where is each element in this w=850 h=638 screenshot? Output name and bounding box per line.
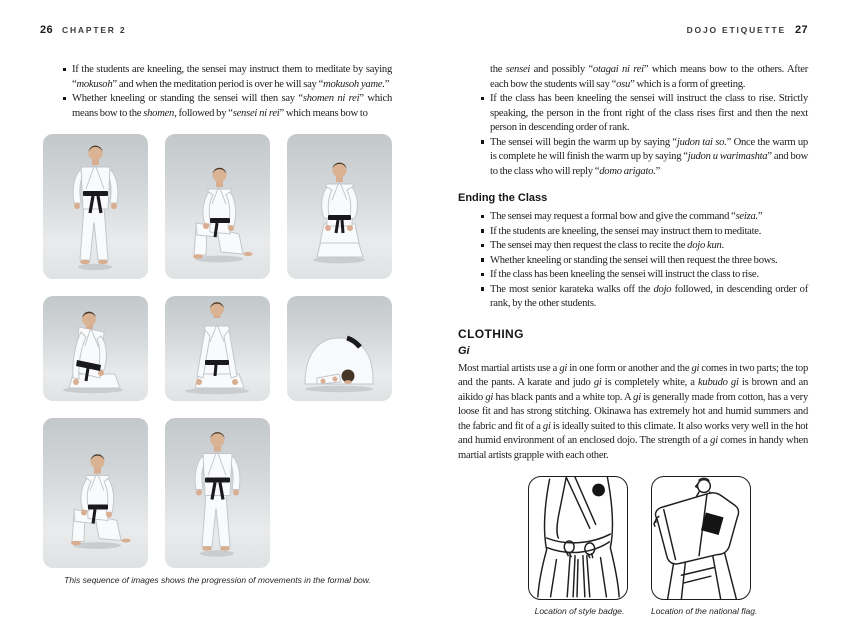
karate-figure-seiza	[287, 134, 392, 279]
bullet-text: If the students are kneeling, the sensei may instruct them to meditate.	[490, 225, 762, 237]
ending-bullet-list	[458, 210, 808, 312]
bullet-text: The most senior karateka walks off the dojo followed, in descending order of rank, by the other students.	[490, 283, 808, 309]
style-badge-dot	[592, 484, 605, 497]
bullet-text: The sensei will begin the warm up by saying “judon tai so.” Once the warm up is complete he will finish the warm up by saying “judon u warimashta” and bow to the class who will reply “domo arigato.”	[490, 136, 808, 177]
page-header-left	[40, 24, 392, 36]
bullet-marker	[481, 97, 485, 101]
karate-figure-rising	[43, 418, 148, 568]
bullet-item	[72, 63, 392, 92]
style-badge-caption: Location of style badge.	[534, 606, 625, 616]
page-right	[458, 24, 808, 616]
figure-block-style-badge	[528, 476, 631, 616]
continuation-paragraph: the sensei and possibly “otagai ni rei” which means bow to the others. After each bow the students will say “osu” which is a form of greeting.	[490, 64, 809, 90]
photo-standing-1	[43, 134, 148, 279]
bullet-list-right	[458, 92, 808, 179]
bullet-text: The sensei may request a formal bow and give the command “seiza.”	[490, 211, 763, 222]
figure-national-flag	[651, 476, 751, 600]
photo-sequence-caption: This sequence of images shows the progression of movements in the formal bow.	[64, 575, 371, 585]
karate-figure-kneeling	[165, 134, 270, 279]
bullet-item	[490, 225, 808, 240]
bullet-marker	[481, 215, 485, 219]
figure-style-badge	[528, 476, 628, 600]
bullet-marker	[63, 97, 67, 101]
ending-the-class-heading: Ending the Class	[458, 192, 548, 204]
photo-seiza	[287, 134, 392, 279]
figure-block-national-flag	[651, 476, 758, 616]
photo-rising	[43, 418, 148, 568]
style-badge-line-art	[529, 477, 627, 599]
bullet-marker	[481, 273, 485, 277]
page-number-left: 26	[40, 24, 54, 36]
photo-grid	[43, 134, 392, 568]
bullet-text: Whether kneeling or standing the sensei will then say “shomen ni rei” which means bow to the shomen, followed by “sensei ni rei” which means bow to	[72, 93, 392, 119]
photo-full-bow	[287, 296, 392, 401]
bullet-item	[490, 92, 808, 136]
gi-figures-row	[528, 476, 808, 616]
bullet-marker	[481, 229, 485, 233]
bullet-marker	[481, 258, 485, 262]
photo-hand-down	[43, 296, 148, 401]
bullet-marker	[481, 287, 485, 291]
karate-figure-lean-hand	[43, 296, 148, 401]
bullet-item	[490, 283, 808, 312]
running-head-right: DOJO ETIQUETTE	[686, 25, 786, 35]
bullet-list-left	[40, 63, 392, 121]
clothing-heading: CLOTHING	[458, 326, 524, 341]
bullet-text: If the class has been kneeling the sensei will instruct the class to rise. Strictly speaking, the person in the front right of the class rises first and then the next person in descending order of rank.	[490, 93, 808, 133]
bullet-item	[490, 254, 808, 269]
gi-paragraph: Most martial artists use a gi in one form or another and the gi comes in two parts; the top and the pants. A karate and judo gi is completely white, a kubudo gi is brown and an aikido gi has black pants and a white top. A gi is generally made from cotton, has a very loose fit and has strong stitching. Okinawa has extremely hot and humid summers and the fabric and fit of a gi is ideally suited to this climate. It also works very well in the hot and humid environment of an enclosed dojo. The strength of a gi comes in handy when martial artists grapple with each other.	[458, 362, 809, 461]
karate-figure-hands-floor	[165, 296, 270, 401]
page-number-right: 27	[794, 24, 808, 36]
bullet-marker	[481, 244, 485, 248]
bullet-item	[490, 239, 808, 254]
karate-figure-bow	[287, 296, 392, 401]
bullet-item	[490, 268, 808, 283]
photo-standing-2	[165, 418, 270, 568]
bullet-marker	[481, 140, 485, 144]
photo-hands-floor	[165, 296, 270, 401]
photo-kneel-down	[165, 134, 270, 279]
bullet-item	[72, 92, 392, 121]
page-left	[40, 24, 392, 585]
bullet-marker	[63, 68, 67, 72]
bullet-item	[490, 210, 808, 225]
karate-figure-standing	[165, 418, 270, 568]
gi-subheading: Gi	[458, 344, 470, 357]
national-flag-caption: Location of the national flag.	[651, 606, 758, 616]
page-header-right	[458, 24, 808, 36]
bullet-text: The sensei may then request the class to recite the dojo kun.	[490, 240, 724, 251]
bullet-text: If the class has been kneeling the sensei will instruct the class to rise.	[490, 269, 759, 280]
running-head-left: CHAPTER 2	[62, 25, 127, 35]
karate-figure-standing	[43, 134, 148, 279]
bullet-text: If the students are kneeling, the sensei may instruct them to meditate by saying “mokusoh” and when the meditation period is over he will say “mokusoh yame.”	[72, 64, 392, 90]
national-flag-line-art	[652, 477, 750, 599]
bullet-text: Whether kneeling or standing the sensei will then request the three bows.	[490, 254, 778, 266]
bullet-item	[490, 136, 808, 180]
